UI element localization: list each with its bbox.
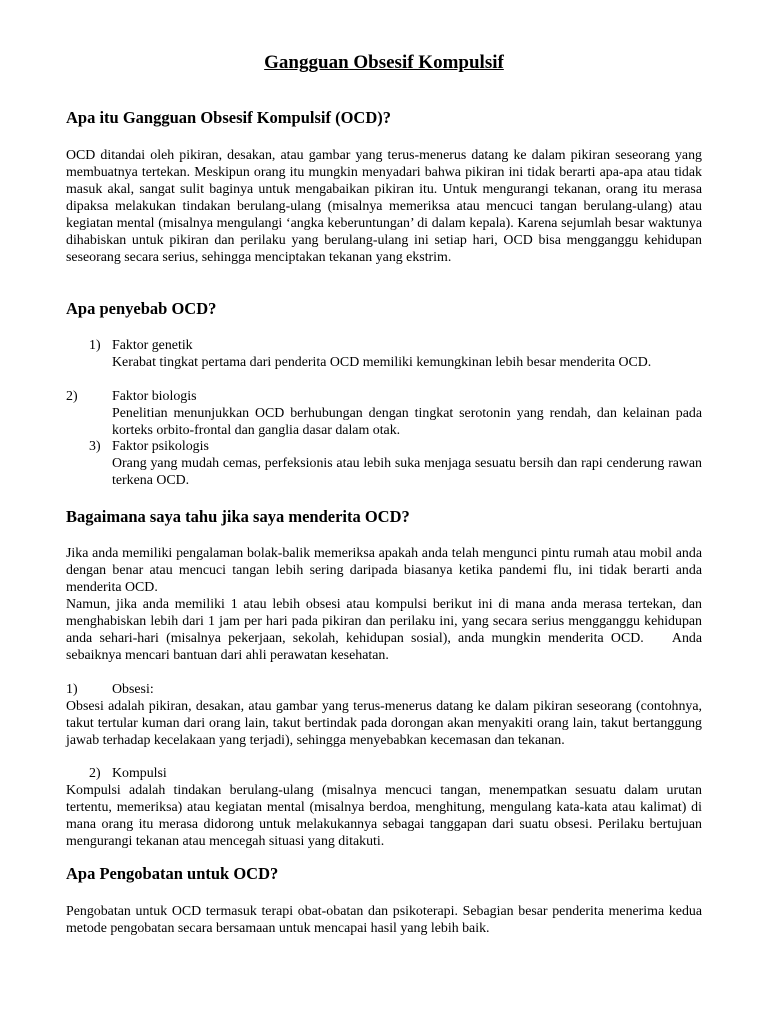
list-number: 3) bbox=[89, 439, 101, 454]
list-item-desc: Kompulsi adalah tindakan berulang-ulang (misalnya mencuci tangan, menempatkan sesuatu dalam urutan tertentu, memeriksa) atau kegiatan mental (misalnya berdoa, menghitung, mengulang kata-kata atau kalimat) di mana orang itu merasa didorong untuk melakukannya sebagai tanggapan dari suatu obsesi. Perilaku bertujuan mengurangi tekanan atau mencegah situasi yang ditakuti. bbox=[66, 783, 702, 849]
section-heading-treatment: Apa Pengobatan untuk OCD? bbox=[66, 864, 279, 883]
list-item-desc: Obsesi adalah pikiran, desakan, atau gambar yang terus-menerus datang ke dalam pikiran seseorang (contohnya, takut tertular kuman dari orang lain, takut bertindak pada dorongan akan menyakiti orang lain, takut bertanggung jawab terhadap kecelakaan yang terjadi), sehingga menyebabkan kecemasan dan tekanan. bbox=[66, 699, 702, 748]
section-paragraph: Namun, jika anda memiliki 1 atau lebih obsesi atau kompulsi berikut ini di mana anda merasa tertekan, dan menghabiskan lebih dari 1 jam per hari pada pikiran dan perilaku ini, yang secara serius mengganggu kehidupan anda sehari-hari (misalnya pekerjaan, sekolah, kehidupan sosial), anda mungkin menderita OCD. Anda sebaiknya mencari bantuan dari ahli perawatan kesehatan. bbox=[66, 597, 706, 663]
list-item-desc: Orang yang mudah cemas, perfeksionis atau lebih suka menjaga sesuatu bersih dan rapi cenderung rawan terkena OCD. bbox=[112, 456, 702, 488]
list-item-label: Faktor biologis bbox=[112, 389, 197, 404]
list-item-desc: Kerabat tingkat pertama dari penderita OCD memiliki kemungkinan lebih besar menderita OCD. bbox=[112, 355, 652, 370]
section-body-what-is-ocd: OCD ditandai oleh pikiran, desakan, atau gambar yang terus-menerus datang ke dalam pikiran seseorang yang membuatnya tertekan. Meskipun orang itu mungkin menyadari bahwa pikiran ini tidak berarti apa-apa atau tidak masuk akal, sangat sulit baginya untuk mengabaikan pikiran itu. Untuk mengurangi tekanan, orang itu merasa dipaksa melakukan tindakan berulang-ulang (misalnya memeriksa atau mencuci tangan berulang-ulang) atau kegiatan mental (misalnya mengulangi ‘angka keberuntungan’ di dalam kepala). Karena sejumlah besar waktunya dihabiskan untuk pikiran dan perilaku yang berulang-ulang ini setiap hari, OCD bisa mengganggu kehidupan seseorang secara serius, sehingga menciptakan tekanan yang ekstrim. bbox=[66, 148, 702, 265]
list-item-label: Faktor genetik bbox=[112, 338, 193, 353]
section-heading-how-to-know: Bagaimana saya tahu jika saya menderita OCD? bbox=[66, 507, 410, 526]
section-body-treatment: Pengobatan untuk OCD termasuk terapi obat-obatan dan psikoterapi. Sebagian besar penderita menerima kedua metode pengobatan secara bersamaan untuk mencapai hasil yang lebih baik. bbox=[66, 904, 702, 936]
document-title: Gangguan Obsesif Kompulsif bbox=[264, 52, 504, 73]
list-number: 2) bbox=[66, 389, 78, 404]
section-heading-what-is-ocd: Apa itu Gangguan Obsesif Kompulsif (OCD)? bbox=[66, 108, 392, 127]
list-number: 2) bbox=[89, 766, 101, 781]
list-number: 1) bbox=[89, 338, 101, 353]
section-heading-causes: Apa penyebab OCD? bbox=[66, 299, 217, 318]
list-number: 1) bbox=[66, 682, 78, 697]
list-item-label: Faktor psikologis bbox=[112, 439, 209, 454]
list-item-label: Kompulsi bbox=[112, 766, 167, 781]
list-item-label: Obsesi: bbox=[112, 682, 154, 697]
list-item-desc: Penelitian menunjukkan OCD berhubungan dengan tingkat serotonin yang rendah, dan kelainan pada korteks orbito-frontal dan ganglia dasar dalam otak. bbox=[112, 406, 702, 438]
section-paragraph: Jika anda memiliki pengalaman bolak-balik memeriksa apakah anda telah mengunci pintu rumah atau mobil anda dengan benar atau mencuci tangan lebih sering daripada biasanya ketika pandemi flu, ini tidak berarti anda menderita OCD. bbox=[66, 546, 702, 595]
